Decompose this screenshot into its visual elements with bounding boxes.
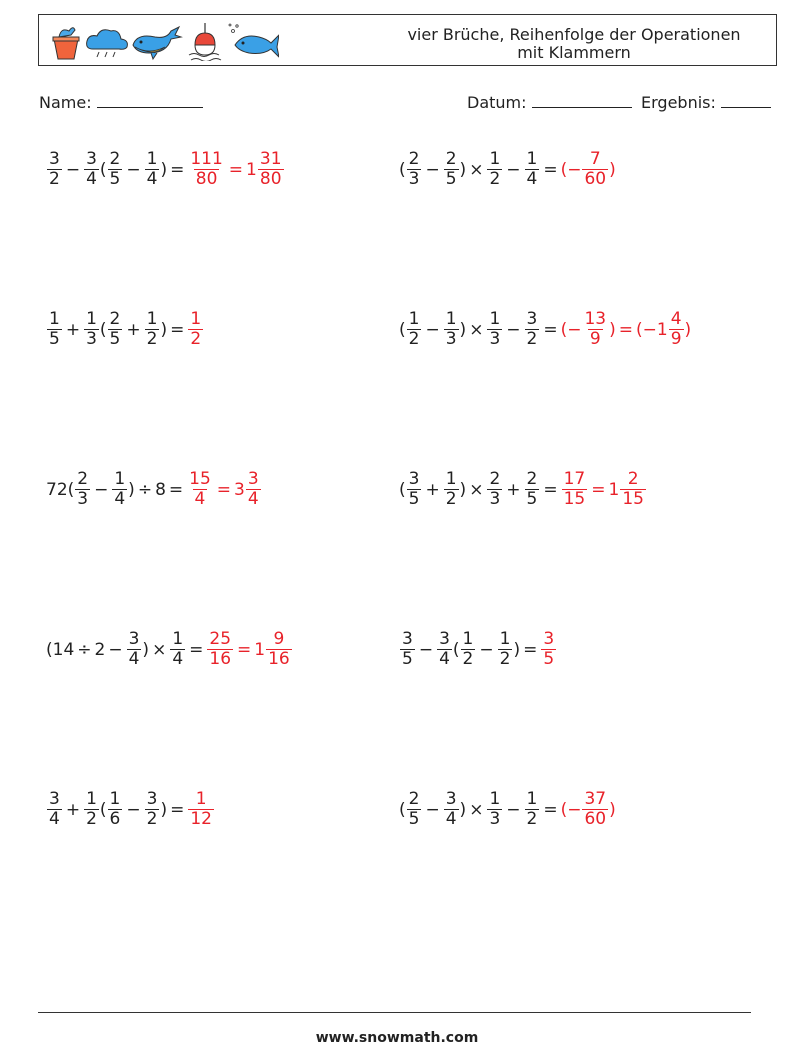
operator: = [523,639,538,660]
denominator: 4 [146,169,158,189]
numerator: 1 [499,629,511,649]
result-field[interactable] [641,93,771,112]
numerator: 3 [49,149,60,169]
denominator: 3 [408,169,420,189]
fish-icon [229,24,279,57]
expression-text: ( [399,159,406,180]
numerator: 2 [627,469,639,489]
numerator: 3 [445,789,457,809]
operator: + [65,319,81,340]
operator: + [126,319,141,340]
numerator: 3 [49,789,60,809]
operator: − [425,799,440,820]
operator: ÷ [137,479,153,500]
denominator: 5 [408,489,420,509]
fraction [266,630,292,669]
problem-5 [46,470,262,509]
denominator: 6 [109,809,121,829]
numerator: 2 [408,149,420,169]
numerator: 13 [584,309,607,329]
numerator: 1 [195,789,207,809]
denominator: 4 [247,489,259,509]
problem-6 [399,470,647,509]
denominator: 2 [146,329,158,349]
name-label: Name: [39,93,92,112]
date-blank[interactable] [532,93,632,108]
numerator: 37 [584,789,607,809]
numerator: 1 [526,789,538,809]
answer [187,790,215,829]
numerator: 1 [445,469,457,489]
numerator: 2 [109,309,121,329]
fraction [437,630,452,669]
expression-text: ) [684,319,692,340]
expression-text: (14 [46,639,75,660]
numerator: 3 [247,469,259,489]
fraction [84,150,99,189]
numerator: 1 [172,629,184,649]
fraction [47,310,62,349]
operator: − [425,159,440,180]
problem-3 [46,310,204,349]
expression-text: ) [160,319,168,340]
operator: = [543,319,558,340]
operator: − [94,479,109,500]
numerator: 2 [77,469,89,489]
answer [561,310,692,349]
operator: = [170,799,185,820]
expression-text: ) [609,319,616,340]
fraction [525,150,540,189]
denominator: 2 [462,649,474,669]
operator: − [506,159,521,180]
numerator: 1 [49,309,60,329]
numerator: 9 [273,629,285,649]
answer [206,630,292,669]
expression-text: 72( [46,479,75,500]
fraction [487,310,502,349]
denominator: 2 [445,489,457,509]
fraction [188,150,224,189]
header-icons [49,21,279,61]
operator: = [618,319,634,340]
fraction [47,790,62,829]
fraction [444,310,459,349]
expression-text: 8 [155,479,166,500]
denominator: 4 [526,169,538,189]
denominator: 5 [109,329,121,349]
fraction [75,470,90,509]
numerator: 1 [146,149,158,169]
expression-text: 3 [234,479,245,500]
fraction [444,150,459,189]
denominator: 15 [622,489,644,509]
operator: − [126,159,141,180]
numerator: 1 [86,789,97,809]
whale-icon [133,27,181,59]
worksheet-header [38,14,777,66]
denominator: 3 [489,329,501,349]
expression-text: ) [459,479,467,500]
numerator: 1 [109,789,121,809]
denominator: 4 [86,169,97,189]
operator: = [216,479,232,500]
operator: = [543,799,558,820]
fraction [562,470,588,509]
rain-cloud-icon [87,30,128,57]
denominator: 3 [445,329,457,349]
expression-text: (− [560,319,582,340]
denominator: 2 [499,649,511,669]
operator: − [506,319,521,340]
denominator: 5 [445,169,457,189]
fraction [525,790,540,829]
date-label: Datum: [467,93,527,112]
denominator: 3 [489,489,501,509]
operator: = [237,639,252,660]
operator: + [65,799,81,820]
operator: × [469,319,484,340]
fraction [444,790,459,829]
fraction [145,790,160,829]
problem-9 [46,790,215,829]
answer [561,470,647,509]
numerator: 2 [489,469,501,489]
expression-text: ( [399,319,406,340]
denominator: 4 [172,649,184,669]
fraction [582,310,608,349]
fraction [407,470,422,509]
operator: + [425,479,440,500]
denominator: 2 [526,329,538,349]
expression-text: (− [560,159,582,180]
denominator: 2 [408,329,420,349]
operator: − [425,319,440,340]
title-line-1: vier Brüche, Reihenfolge der Operationen [407,25,741,44]
fraction [84,790,99,829]
denominator: 5 [49,329,60,349]
numerator: 31 [259,149,282,169]
denominator: 80 [259,169,282,189]
fraction [444,470,459,509]
expression-text: ) [459,799,467,820]
expression-text: ( [99,319,107,340]
numerator: 3 [408,469,420,489]
problem-7 [46,630,293,669]
operator: = [591,479,606,500]
numerator: 25 [209,629,232,649]
footer-divider [38,1012,751,1013]
fraction [112,470,127,509]
denominator: 5 [526,489,538,509]
expression-text: ( [399,479,406,500]
numerator: 4 [670,309,682,329]
numerator: 3 [543,629,555,649]
numerator: 3 [146,789,158,809]
denominator: 2 [146,809,158,829]
operator: × [469,799,484,820]
fraction [108,310,123,349]
numerator: 1 [489,149,501,169]
denominator: 12 [190,809,212,829]
answer [561,790,616,829]
expression-text: 1 [254,639,266,660]
fraction [487,470,502,509]
fraction [187,470,213,509]
name-field[interactable] [39,93,203,112]
expression-text: ( [99,799,107,820]
denominator: 2 [489,169,501,189]
denominator: 2 [86,809,97,829]
fraction [145,150,160,189]
expression-text: 1 [608,479,620,500]
fraction [108,790,123,829]
result-blank[interactable] [721,93,771,108]
footer-website: www.snowmath.com [315,1030,479,1046]
denominator: 4 [194,489,206,509]
fraction [487,150,502,189]
expression-text: ( [399,799,406,820]
answer [187,150,284,189]
numerator: 3 [402,629,413,649]
expression-text: ( [99,159,107,180]
problem-1 [46,150,285,189]
numerator: 1 [445,309,457,329]
expression-text: ) [459,319,467,340]
fraction [407,310,422,349]
result-label: Ergebnis: [641,93,716,112]
numerator: 2 [526,469,538,489]
denominator: 16 [268,649,290,669]
expression-text: ( [452,639,460,660]
numerator: 1 [489,789,501,809]
operator: = [543,159,558,180]
problem-8 [399,630,557,669]
expression-text: ) [160,799,168,820]
operator: × [469,479,484,500]
worksheet-title [394,26,754,62]
operator: = [170,159,185,180]
fraction [145,310,160,349]
fraction [582,790,608,829]
numerator: 1 [408,309,420,329]
expression-text: ) [513,639,521,660]
problem-4 [399,310,691,349]
operator: = [228,159,244,180]
operator: − [506,799,521,820]
operator: + [506,479,521,500]
fraction [498,630,513,669]
denominator: 9 [670,329,682,349]
fraction [407,790,422,829]
fraction [84,310,99,349]
expression-text: (−1 [636,319,668,340]
fraction [400,630,415,669]
answer [187,310,204,349]
operator: = [170,319,185,340]
answer [186,470,262,509]
operator: × [152,639,167,660]
denominator: 4 [445,809,457,829]
denominator: 2 [49,169,60,189]
numerator: 1 [489,309,501,329]
fraction [47,150,62,189]
fraction [487,790,502,829]
numerator: 3 [439,629,450,649]
numerator: 15 [189,469,211,489]
fraction [246,470,261,509]
bucket-icon [53,28,79,59]
numerator: 2 [408,789,420,809]
numerator: 1 [146,309,158,329]
fraction [461,630,476,669]
denominator: 2 [190,329,202,349]
fraction [541,630,556,669]
fraction [188,310,203,349]
fishing-float-icon [189,23,221,61]
numerator: 1 [526,149,538,169]
denominator: 3 [77,489,89,509]
denominator: 4 [128,649,140,669]
fraction [407,150,422,189]
numerator: 1 [114,469,126,489]
numerator: 1 [86,309,97,329]
expression-text: 2 [94,639,106,660]
denominator: 4 [49,809,60,829]
fraction [170,630,185,669]
date-field[interactable] [467,93,632,112]
expression-text: ) [609,159,616,180]
denominator: 60 [584,809,607,829]
fraction [582,150,608,189]
fraction [188,790,214,829]
denominator: 80 [195,169,218,189]
denominator: 9 [589,329,601,349]
expression-text: ) [609,799,616,820]
operator: − [479,639,494,660]
problem-2 [399,150,616,189]
operator: = [168,479,184,500]
operator: = [189,639,204,660]
answer [540,630,557,669]
name-blank[interactable] [97,93,203,108]
denominator: 2 [526,809,538,829]
fraction [207,630,233,669]
expression-text: ) [142,639,150,660]
expression-text: ) [459,159,467,180]
answer [561,150,616,189]
denominator: 5 [408,809,420,829]
denominator: 4 [114,489,126,509]
denominator: 4 [439,649,450,669]
denominator: 5 [402,649,413,669]
denominator: 3 [489,809,501,829]
denominator: 5 [109,169,121,189]
denominator: 60 [584,169,607,189]
operator: − [108,639,123,660]
fraction [127,630,142,669]
numerator: 2 [109,149,121,169]
numerator: 7 [589,149,601,169]
fraction [258,150,284,189]
operator: = [543,479,558,500]
fraction [525,470,540,509]
fraction [525,310,540,349]
problem-10 [399,790,616,829]
numerator: 3 [526,309,538,329]
denominator: 3 [86,329,97,349]
fraction [108,150,123,189]
expression-text: ) [160,159,168,180]
denominator: 5 [543,649,555,669]
operator: − [65,159,81,180]
numerator: 17 [563,469,586,489]
operator: − [126,799,141,820]
denominator: 16 [209,649,232,669]
numerator: 2 [445,149,457,169]
expression-text: (− [560,799,582,820]
numerator: 1 [462,629,474,649]
numerator: 1 [190,309,202,329]
title-line-2: mit Klammern [517,43,631,62]
expression-text: ) [128,479,135,500]
operator: − [418,639,434,660]
expression-text: 1 [246,159,257,180]
operator: ÷ [77,639,92,660]
numerator: 111 [190,149,223,169]
denominator: 15 [563,489,586,509]
fraction [620,470,646,509]
operator: × [469,159,484,180]
fraction [669,310,684,349]
numerator: 3 [86,149,97,169]
numerator: 3 [128,629,140,649]
